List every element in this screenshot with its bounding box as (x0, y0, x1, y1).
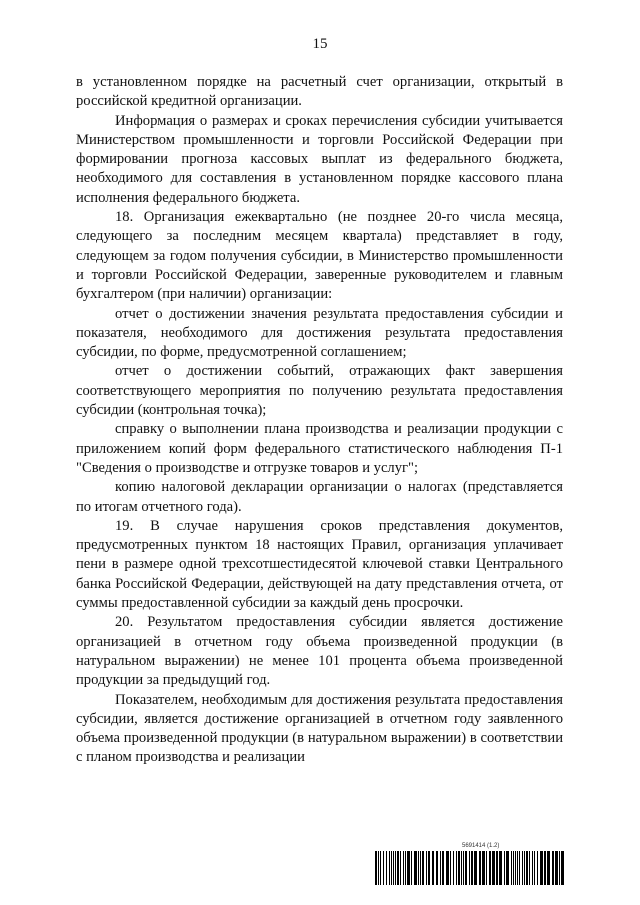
paragraph-continuation: в установленном порядке на расчетный счет организации, открытый в российской кредитной организации. (76, 74, 563, 110)
paragraph-indicator: Показателем, необходимым для достижения результата предоставления субсидии, является достижение организацией в отчетном году заявленного объема произведенной продукции (в натуральном выражении) в соответствии с планом производства и реализации (76, 691, 563, 766)
barcode-code: 5691414 (1.2) (462, 843, 500, 849)
paragraph-report-result: отчет о достижении значения результата предоставления субсидии и показателя, необходимого для достижения результата предоставления субсидии, по форме, предусмотренной соглашением; (76, 305, 563, 361)
paragraph-item-20: 20. Результатом предоставления субсидии является достижение организацией в отчетном году объема произведенной продукции (в натуральном выражении) не менее 101 процента объема произведенной продукции за предыдущий год. (76, 614, 563, 689)
paragraph-report-events: отчет о достижении событий, отражающих факт завершения соответствующего мероприятия по получению результата предоставления субсидии (контрольная точка); (76, 363, 563, 419)
paragraph-item-19: 19. В случае нарушения сроков представления документов, предусмотренных пунктом 18 настоящих Правил, организация уплачивает пени в размере одной трехсотшестидесятой ключевой ставки Центрального банка Российской Федерации, действующей на дату представления отчета, от суммы предоставленной субсидии за каждый день просрочки. (76, 517, 563, 612)
paragraph-subsidy-info: Информация о размерах и сроках перечисления субсидии учитывается Министерством промышленности и торговли Российской Федерации при формировании прогноза кассовых выплат из федерального бюджета, необходимого для составления в установленном порядке кассового плана исполнения федерального бюджета. (76, 112, 563, 206)
paragraph-item-18: 18. Организация ежеквартально (не позднее 20-го числа месяца, следующего за последним месяцем квартала) представляет в году, следующем за годом получения субсидии, в Министерство промышленности и торговли Российской Федерации, заверенные руководителем и главным бухгалтером (при наличии) организации: (76, 209, 563, 303)
page-number: 15 (312, 36, 328, 52)
paragraph-production-certificate: справку о выполнении плана производства и реализации продукции с приложением копий форм федерального статистического наблюдения П-1 "Сведения о производстве и отгрузке товаров и услуг"; (76, 421, 563, 476)
paragraph-tax-declaration: копию налоговой декларации организации о налогах (представляется по итогам отчетного года). (76, 479, 563, 515)
document-body (76, 73, 563, 768)
barcode-icon (375, 851, 565, 885)
